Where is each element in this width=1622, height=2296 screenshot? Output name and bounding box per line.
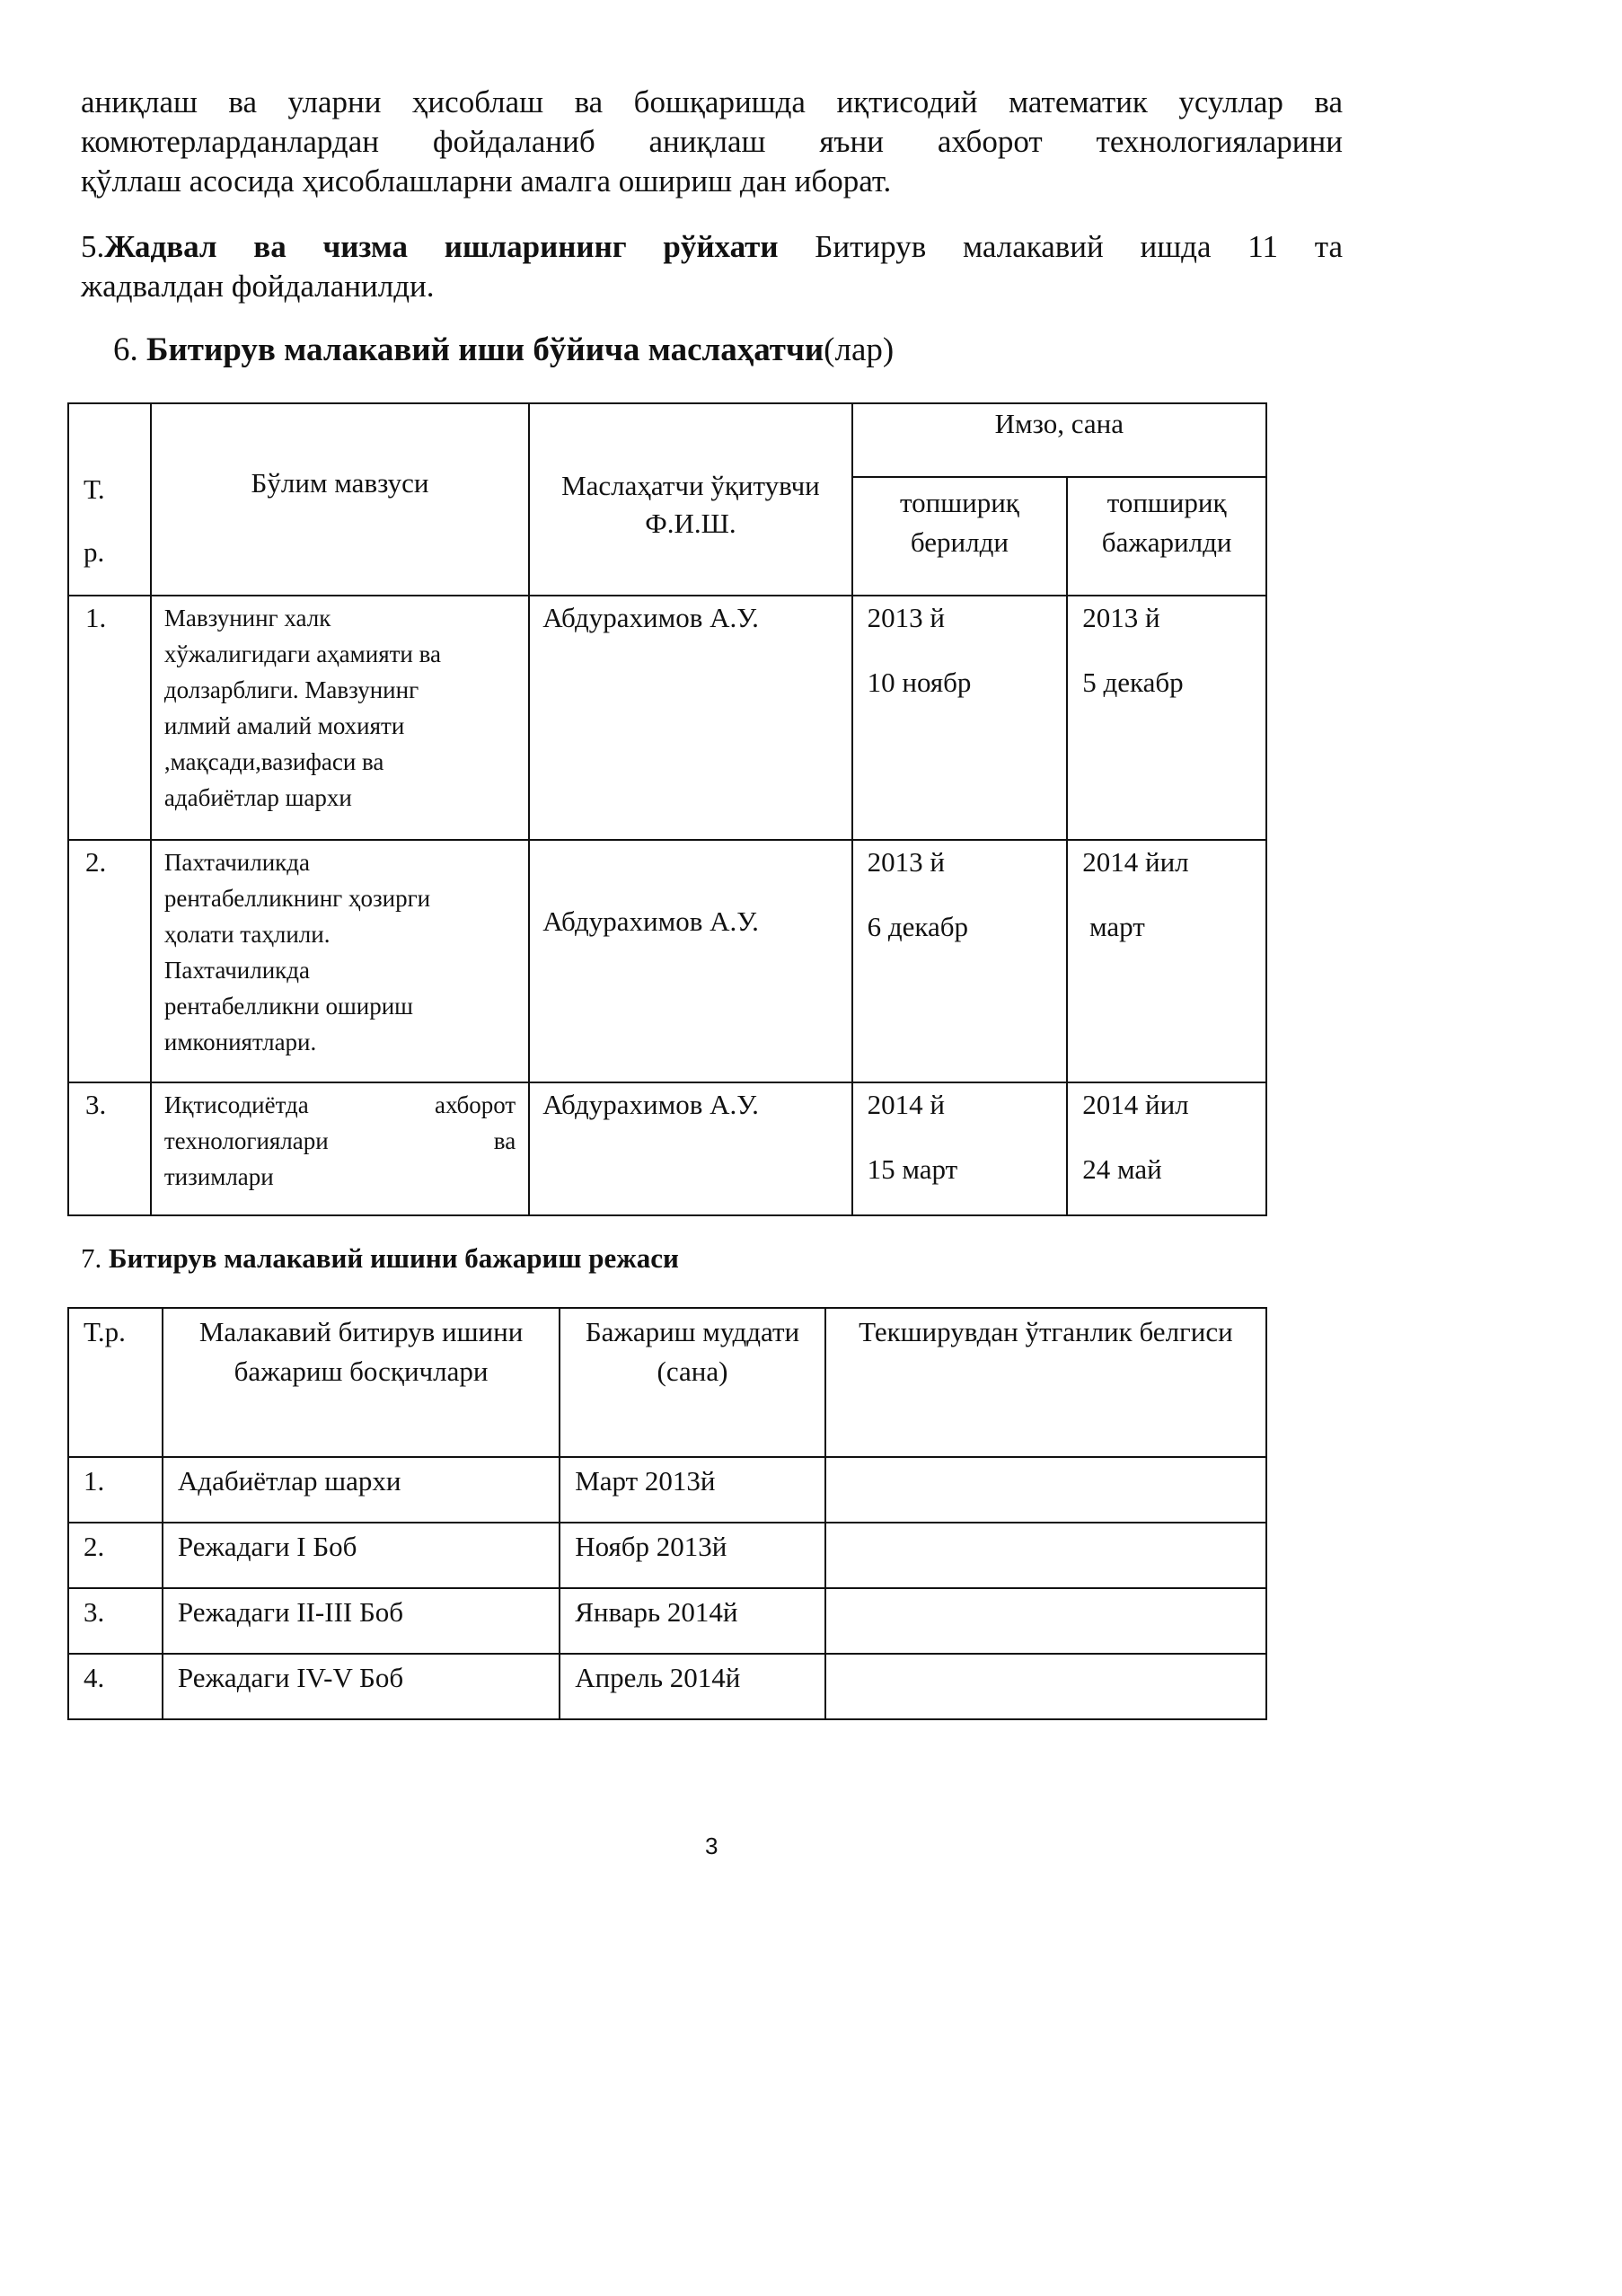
section-6-number: 6.	[113, 331, 146, 368]
date-year: 2014 й	[867, 1089, 945, 1120]
topic-line: рентабелликни ошириш	[163, 993, 413, 1020]
header-done-line1: топшириқ	[1106, 487, 1227, 518]
intro-line: аниқлаш ва уларни ҳисоблаш ва бошқаришда иқтисодий математик усуллар ва	[81, 84, 1343, 119]
header-advisor-line2: Ф.И.Ш.	[645, 508, 736, 539]
section-6-suffix: (лар)	[824, 331, 895, 368]
date-year: 2013 й	[867, 846, 945, 878]
header-advisor-line1: Маслаҳатчи ўқитувчи	[561, 470, 820, 501]
section-5-title: Жадвал ва чизма ишларининг рўйхати	[104, 229, 779, 264]
topic-line: Пахтачиликда	[163, 957, 311, 984]
date-day: 24 май	[1082, 1153, 1162, 1185]
row-advisor: Абдурахимов А.У.	[529, 1082, 851, 1215]
header-num: Т.р.	[68, 1308, 163, 1457]
row-num: 1.	[68, 596, 151, 840]
section-7-number: 7.	[81, 1242, 109, 1274]
topic-line: долзарблиги. Мавзунинг	[163, 676, 419, 703]
date-day: 5 декабр	[1082, 667, 1184, 698]
intro-line: комютерларданлардан фойдаланиб аниқлаш яъни ахборот технологияларини	[81, 124, 1343, 159]
header-num-line1: Т.	[84, 473, 105, 505]
row-topic	[151, 840, 529, 1082]
row-stage: Режадаги IV-V Боб	[163, 1654, 560, 1719]
table-row	[68, 1523, 1266, 1588]
table-row	[68, 1457, 1266, 1523]
topic-line: имкониятлари.	[163, 1029, 317, 1055]
topic-line: Иқтисодиётда ахборот	[163, 1091, 516, 1118]
work-plan-table	[67, 1307, 1267, 1720]
topic-line: Мавзунинг халк	[163, 605, 331, 631]
header-num-line2: р.	[84, 536, 105, 568]
table-row	[68, 596, 1266, 840]
topic-line: Пахтачиликда	[163, 849, 311, 876]
date-day: 15 март	[867, 1153, 958, 1185]
date-year: 2013 й	[1082, 602, 1160, 633]
topic-line: илмий амалий мохияти	[163, 712, 405, 739]
date-year: 2014 йил	[1082, 846, 1189, 878]
row-check	[825, 1457, 1266, 1523]
row-given-date	[852, 1082, 1068, 1215]
row-deadline: Январь 2014й	[560, 1588, 825, 1654]
header-stages-line2: бажариш босқичлари	[234, 1356, 489, 1387]
row-num: 3.	[68, 1588, 163, 1654]
header-given-line1: топшириқ	[900, 487, 1019, 518]
header-deadline-line2: (сана)	[657, 1356, 728, 1387]
topic-line: ,мақсади,вазифаси ва	[163, 748, 384, 775]
date-year: 2013 й	[867, 602, 945, 633]
row-stage: Режадаги II-III Боб	[163, 1588, 560, 1654]
section-6-title	[113, 331, 894, 369]
row-check	[825, 1588, 1266, 1654]
date-day: 10 ноябр	[867, 667, 972, 698]
row-given-date	[852, 840, 1068, 1082]
row-num: 2.	[68, 840, 151, 1082]
date-day: 6 декабр	[867, 911, 969, 942]
header-given	[852, 477, 1068, 596]
row-deadline: Март 2013й	[560, 1457, 825, 1523]
table-row	[68, 1082, 1266, 1215]
row-topic	[151, 1082, 529, 1215]
row-check	[825, 1523, 1266, 1588]
intro-line: қўллаш асосида ҳисоблашларни амалга ошириш дан иборат.	[81, 163, 892, 199]
header-advisor	[529, 403, 851, 596]
row-done-date	[1067, 596, 1266, 840]
row-done-date	[1067, 1082, 1266, 1215]
row-stage: Режадаги I Боб	[163, 1523, 560, 1588]
section-6-bold: Битирув малакавий иши бўйича маслаҳатчи	[146, 331, 824, 368]
topic-line: хўжалигидаги аҳамияти ва	[163, 640, 441, 667]
topic-line: рентабелликнинг ҳозирги	[163, 885, 431, 912]
row-stage: Адабиётлар шархи	[163, 1457, 560, 1523]
row-check	[825, 1654, 1266, 1719]
section-5-text: Битирув малакавий ишда 11 та	[778, 229, 1343, 264]
section-5-text-line2: жадвалдан фойдаланилди.	[81, 269, 435, 304]
row-given-date	[852, 596, 1068, 840]
row-advisor: Абдурахимов А.У.	[529, 596, 851, 840]
header-check: Текширувдан ўтганлик белгиси	[825, 1308, 1266, 1457]
topic-line: ҳолати таҳлили.	[163, 921, 331, 948]
page-number: 3	[705, 1832, 718, 1859]
section-7-title	[81, 1242, 679, 1275]
row-done-date	[1067, 840, 1266, 1082]
topic-line: тизимлари	[163, 1163, 274, 1190]
row-advisor: Абдурахимов А.У.	[529, 840, 851, 1082]
row-num: 3.	[68, 1082, 151, 1215]
header-deadline	[560, 1308, 825, 1457]
header-stages	[163, 1308, 560, 1457]
header-topic: Бўлим мавзуси	[151, 403, 529, 596]
header-signature: Имзо, сана	[852, 403, 1266, 477]
row-topic	[151, 596, 529, 840]
header-stages-line1: Малакавий битирув ишини	[198, 1316, 524, 1347]
section-5-paragraph	[81, 227, 1343, 306]
row-deadline: Апрель 2014й	[560, 1654, 825, 1719]
table-row	[68, 1654, 1266, 1719]
row-num: 1.	[68, 1457, 163, 1523]
table-row	[68, 1588, 1266, 1654]
date-day: март	[1082, 911, 1145, 942]
topic-line: адабиётлар шархи	[163, 784, 352, 811]
header-deadline-line1: Бажариш муддати	[585, 1316, 800, 1347]
section-5-number: 5.	[81, 229, 105, 264]
topic-line: технологиялари ва	[163, 1127, 516, 1154]
header-done-line2: бажарилди	[1101, 526, 1232, 558]
header-done	[1067, 477, 1266, 596]
row-num: 4.	[68, 1654, 163, 1719]
row-num: 2.	[68, 1523, 163, 1588]
intro-paragraph	[81, 83, 1343, 201]
date-year: 2014 йил	[1082, 1089, 1189, 1120]
section-7-bold: Битирув малакавий ишини бажариш режаси	[109, 1242, 679, 1274]
advisors-table	[67, 402, 1267, 1216]
table-row	[68, 840, 1266, 1082]
row-deadline: Ноябр 2013й	[560, 1523, 825, 1588]
header-num	[68, 403, 151, 596]
header-given-line2: берилди	[910, 526, 1009, 558]
